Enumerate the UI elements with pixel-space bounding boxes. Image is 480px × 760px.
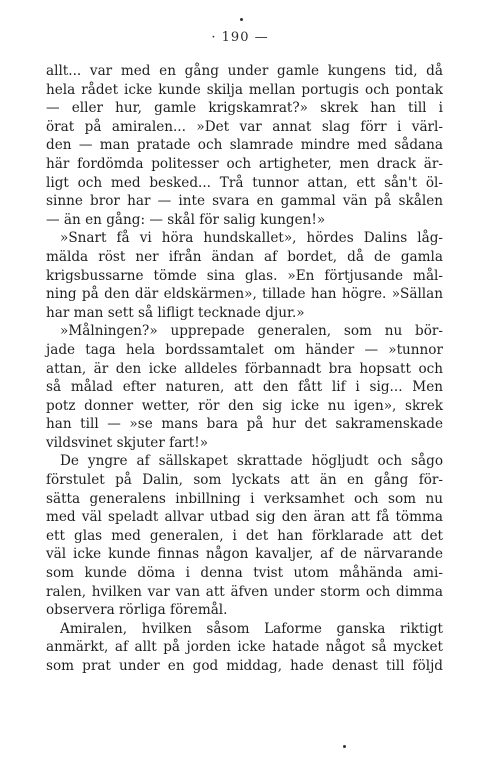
page-number: · 190 — <box>211 30 269 45</box>
paragraph <box>46 452 443 619</box>
ink-speck <box>343 745 346 748</box>
text-line: sätta generalens inbillning i verksamhet och som nu <box>46 490 443 507</box>
text-line: vildsvinet skjuter fart!» <box>46 434 209 451</box>
text-line: observera rörliga föremål. <box>46 602 228 619</box>
text-line: örat på amiralen... »Det var annat slag förr i värl- <box>46 118 443 135</box>
paragraph <box>46 229 443 322</box>
text-line: krigsbussarne tömde sina glas. »En förtjusande mål- <box>46 267 443 284</box>
text-line: har man sett så lifligt tecknade djur.» <box>46 304 305 321</box>
text-line: Amiralen, hvilken såsom Laforme ganska riktigt <box>60 620 443 637</box>
text-line: han till — »se mans bara på hur det sakramenskade <box>46 416 443 433</box>
text-line: »Målningen?» upprepade generalen, som nu bör- <box>60 323 443 340</box>
text-line: som kunde döma i denna tvist utom måhända ami- <box>46 565 443 582</box>
text-line: allt... var med en gång under gamle kungens tid, då <box>46 63 443 79</box>
text-line: mälda röst ner ifrån ändan af bordet, då de gamla <box>46 248 443 265</box>
text-line: anmärkt, af allt på jorden icke hatade något så mycket <box>46 639 443 656</box>
paragraph <box>46 62 443 229</box>
text-line: sinne bror har — inte svara en gammal vän på skålen <box>46 193 443 210</box>
text-line: ning på den där eldskärmen», tillade han högre. »Sällan <box>46 286 443 303</box>
text-line: — än en gång: — skål för salig kungen!» <box>46 211 326 228</box>
text-line: hela rådet icke kunde skilja mellan portugis och pontak <box>46 81 443 98</box>
text-line: så målad efter naturen, att den fått lif i sig... Men <box>46 379 443 396</box>
text-line: här fordömda politesser och artigheter, men drack är- <box>46 155 443 172</box>
text-line: ralen, hvilken var van att äfven under storm och dimma <box>46 583 443 600</box>
text-line: »Snart få vi höra hundskallet», hördes Dalins låg- <box>60 230 443 247</box>
paragraph <box>46 620 443 676</box>
body-text <box>46 62 443 676</box>
text-line: den — man pratade och slamrade mindre med sådana <box>46 137 443 154</box>
text-line: De yngre af sällskapet skrattade högljudt och sågo <box>60 453 443 470</box>
text-line: attan, är den icke alldeles förbannadt bra hopsatt och <box>46 360 443 377</box>
text-line: ett glas med generalen, i det han förklarade att det <box>46 527 443 544</box>
text-line: väl icke kunde finnas någon kavaljer, af de närvarande <box>46 546 443 563</box>
text-line: förstulet på Dalin, som lyckats att än en gång för- <box>46 472 443 489</box>
text-line: som prat under en god middag, hade denast till följd <box>46 658 443 674</box>
text-line: med väl speladt allvar utbad sig den äran att få tömma <box>46 509 443 526</box>
text-line: potz donner wetter, rör den sig icke nu igen», skrek <box>46 397 443 414</box>
text-line: jade taga hela bordssamtalet om händer — »tunnor <box>46 341 443 358</box>
text-line: — eller hur, gamle krigskamrat?» skrek han till i <box>46 100 443 117</box>
paragraph <box>46 322 443 452</box>
ink-speck <box>240 18 243 21</box>
text-line: ligt och med besked... Trå tunnor attan, ett sån't öl- <box>46 174 443 191</box>
